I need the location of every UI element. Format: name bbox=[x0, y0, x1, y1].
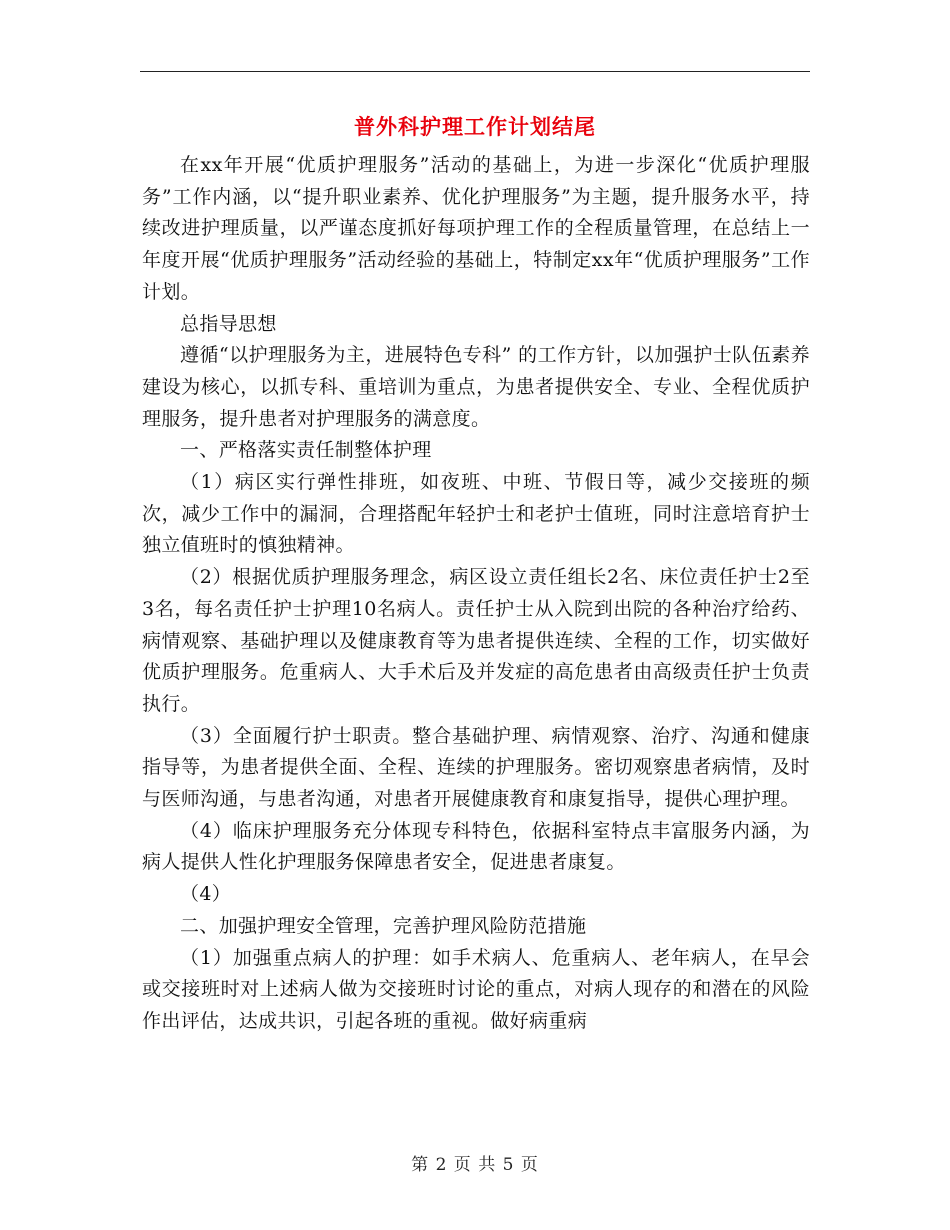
page-number: 第 2 页 共 5 页 bbox=[411, 1155, 539, 1175]
paragraph-item-4-empty: （4） bbox=[180, 883, 232, 906]
document-title: 普外科护理工作计划结尾 bbox=[354, 114, 596, 139]
paragraph-item-4: （4）临床护理服务充分体现专科特色，依据科室特点丰富服务内涵，为病人提供人性化护理服务保障患者安全，促进患者康复。 bbox=[142, 819, 810, 874]
header-rule bbox=[140, 71, 810, 72]
paragraph-heading-guiding: 总指导思想 bbox=[180, 312, 277, 335]
paragraph-intro: 在xx年开展“优质护理服务”活动的基础上，为进一步深化“优质护理服务”工作内涵，以“提升职业素养、优化护理服务”为主题，提升服务水平，持续改进护理质量，以严谨态度抓好每项护理工作的全程质量管理，在总结上一年度开展“优质护理服务”活动经验的基础上，特制定xx年“优质护理服务”工作计划。 bbox=[142, 154, 810, 303]
paragraph-section-two-heading: 二、加强护理安全管理，完善护理风险防范措施 bbox=[180, 914, 587, 937]
paragraph-item-2: （2）根据优质护理服务理念，病区设立责任组长2名、床位责任护士2至3名，每名责任护士护理10名病人。责任护士从入院到出院的各种治疗给药、病情观察、基础护理以及健康教育等为患者提供连续、全程的工作，切实做好优质护理服务。危重病人、大手术后及并发症的高危患者由高级责任护士负责执行。 bbox=[142, 566, 810, 715]
paragraph-section-one-heading: 一、严格落实责任制整体护理 bbox=[180, 439, 432, 462]
document-body bbox=[142, 150, 810, 1038]
paragraph-item-1: （1）病区实行弹性排班，如夜班、中班、节假日等，减少交接班的频次，减少工作中的漏洞，合理搭配年轻护士和老护士值班，同时注意培育护士独立值班时的慎独精神。 bbox=[142, 471, 810, 557]
paragraph-item-3: （3）全面履行护士职责。整合基础护理、病情观察、治疗、沟通和健康指导等，为患者提供全面、全程、连续的护理服务。密切观察患者病情，及时与医师沟通，与患者沟通，对患者开展健康教育和康复指导，提供心理护理。 bbox=[142, 724, 810, 811]
paragraph-section-two-item-1: （1）加强重点病人的护理：如手术病人、危重病人、老年病人，在早会或交接班时对上述病人做为交接班时讨论的重点，对病人现存的和潜在的风险作出评估，达成共识，引起各班的重视。做好病重病 bbox=[142, 946, 810, 1032]
paragraph-guiding-content: 遵循“以护理服务为主，进展特色专科” 的工作方针，以加强护士队伍素养建设为核心，以抓专科、重培训为重点，为患者提供安全、专业、全程优质护理服务，提升患者对护理服务的满意度。 bbox=[142, 344, 810, 430]
